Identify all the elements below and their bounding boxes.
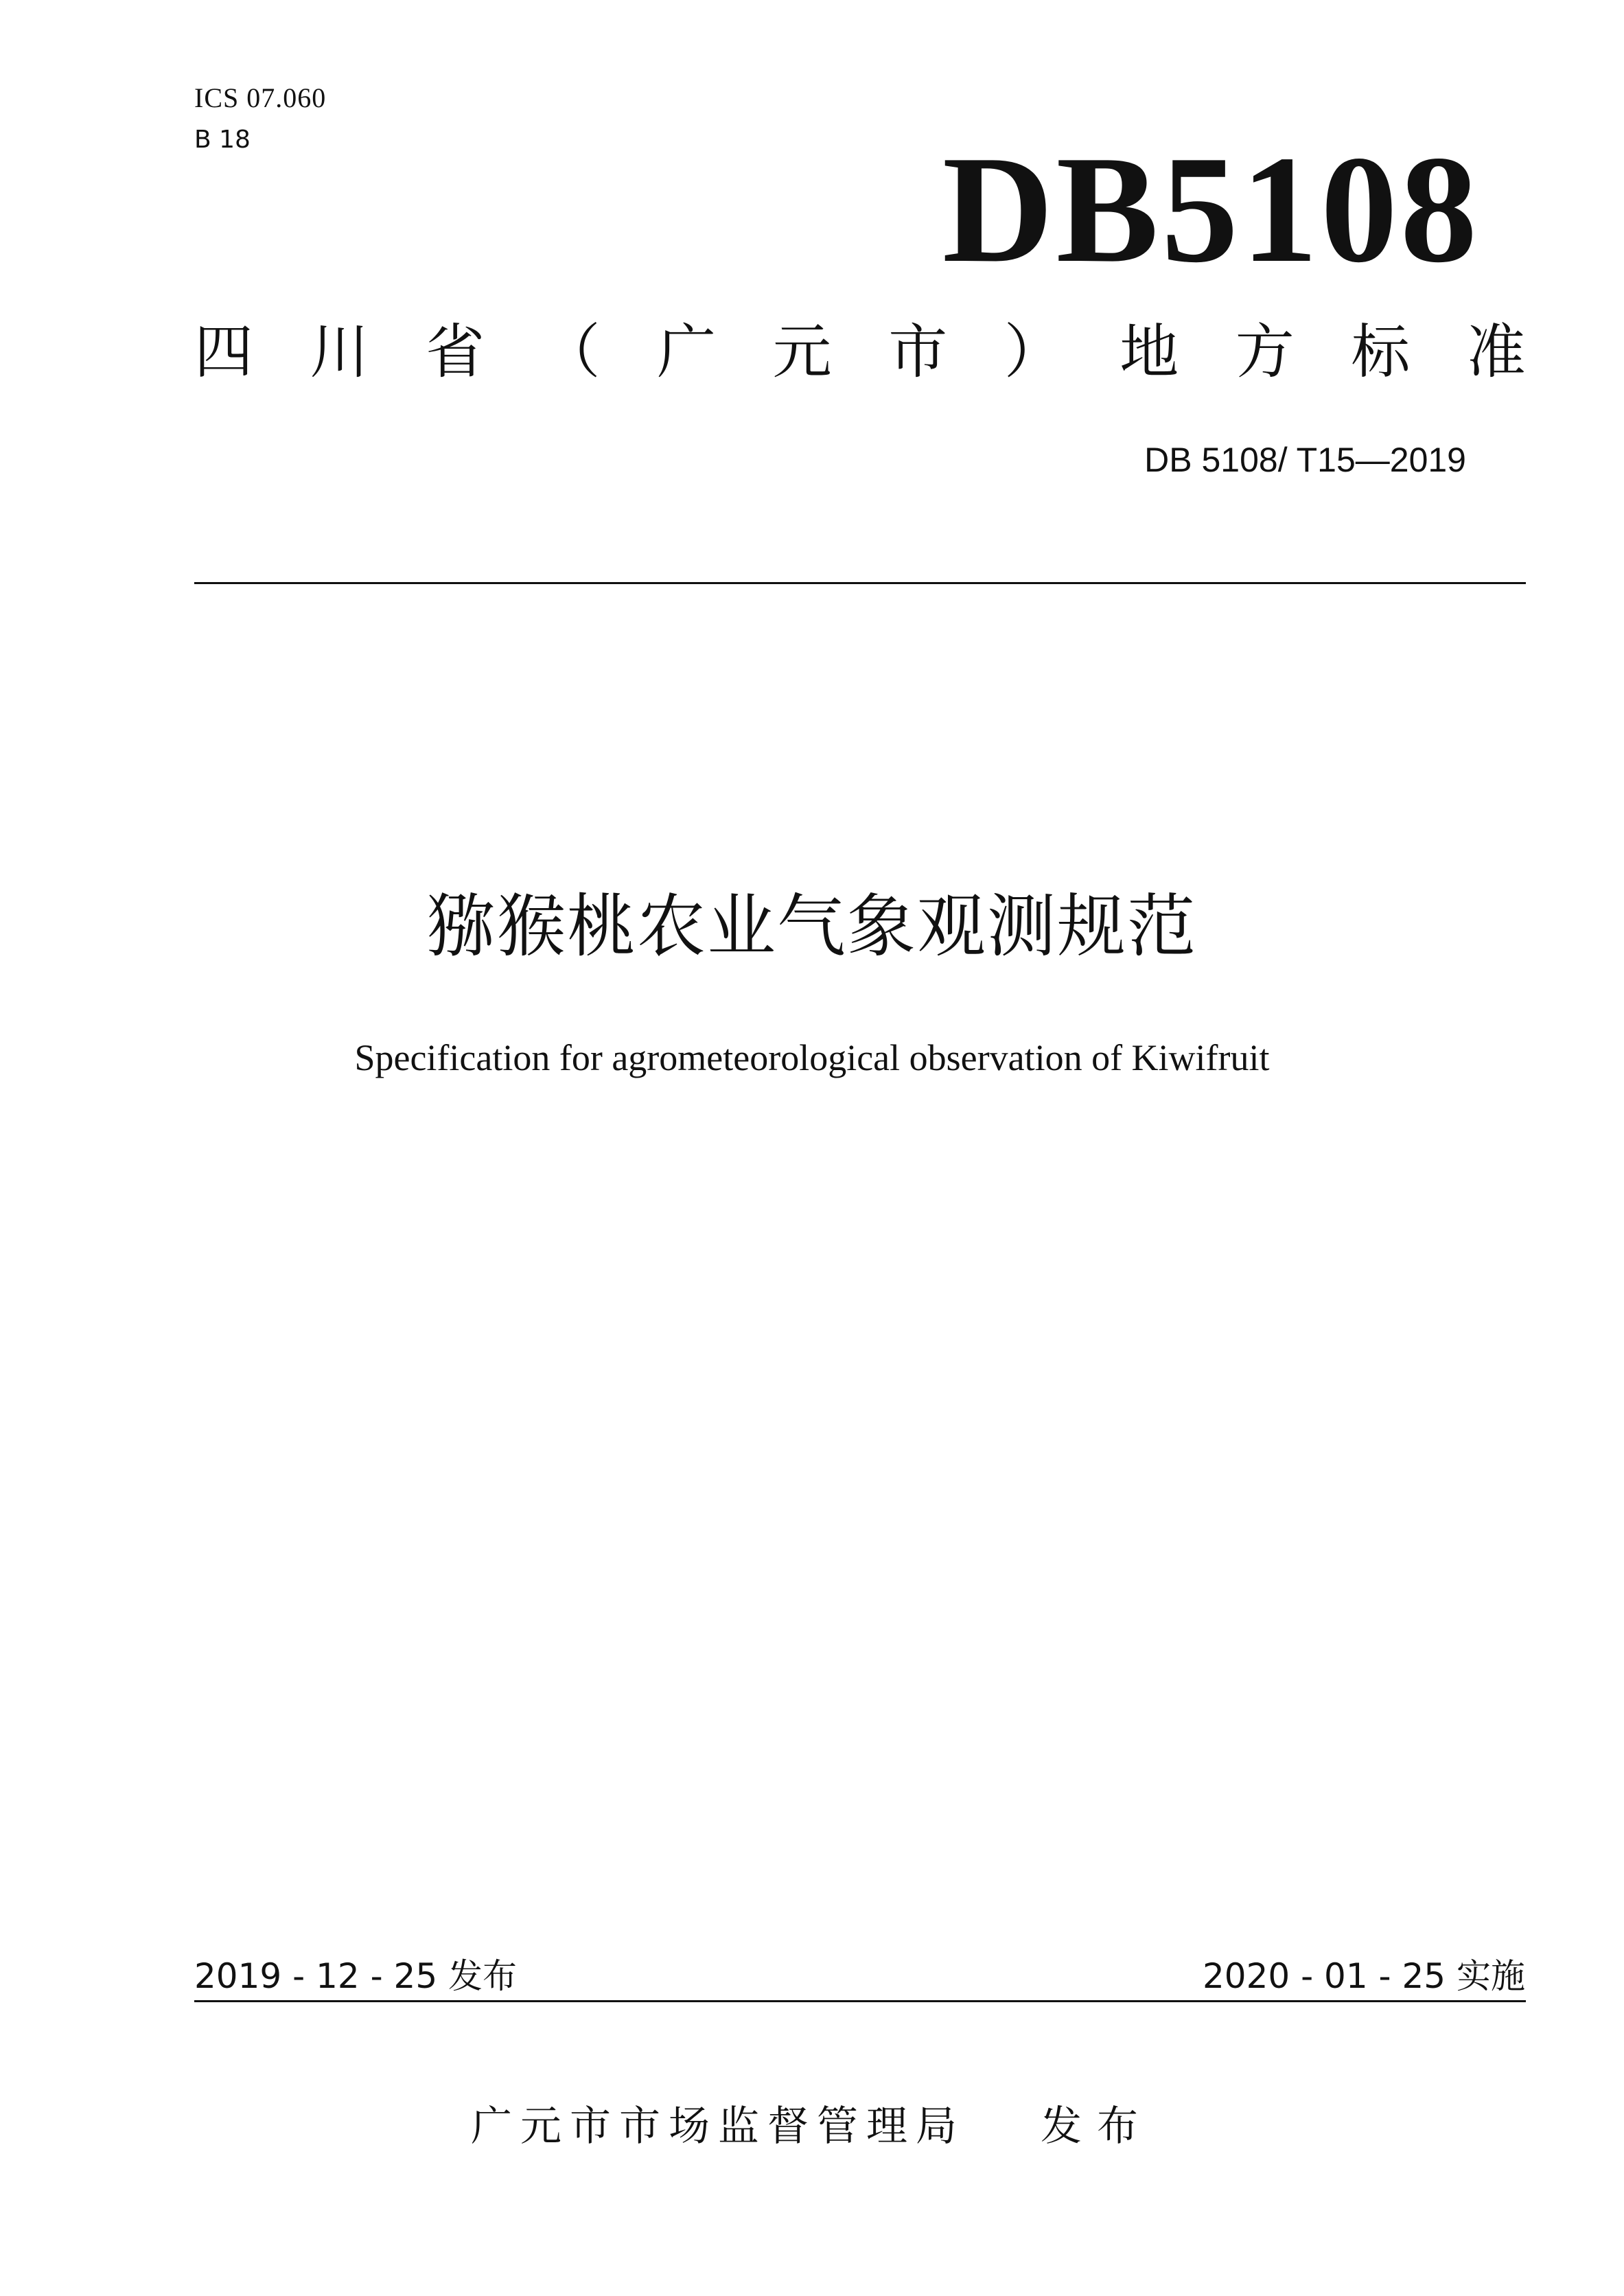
standard-type-char: 标 (1351, 318, 1411, 386)
standard-type-char: 地 (1120, 318, 1179, 386)
standard-type-char: 省 (426, 318, 485, 386)
issue-action: 发布 (1041, 2102, 1153, 2150)
standard-type-char: ） (1004, 318, 1063, 386)
classification-code: B 18 (194, 126, 251, 154)
standard-type-char: 市 (888, 318, 948, 386)
standard-type-char: （ (541, 318, 601, 386)
issuer-line (0, 2099, 1624, 2154)
standard-type-char: 四 (194, 318, 253, 386)
publish-date: 2019 - 12 - 25 发布 (194, 1956, 518, 1996)
standard-number: DB 5108/ T15—2019 (1144, 441, 1466, 479)
standard-type-char: 方 (1235, 318, 1295, 386)
header-divider (194, 582, 1526, 584)
footer-divider (194, 2000, 1526, 2002)
standard-type-char: 广 (657, 318, 717, 386)
issuing-authority: 广元市市场监督管理局 (471, 2102, 965, 2150)
ics-code: ICS 07.060 (194, 82, 327, 113)
implementation-date: 2020 - 01 - 25 实施 (1202, 1956, 1525, 1996)
standard-type-char: 川 (310, 318, 369, 386)
standard-code-heading: DB5108 (942, 124, 1480, 294)
standard-type-char: 准 (1466, 318, 1526, 386)
standard-type-line (194, 314, 1526, 390)
standard-type-char: 元 (772, 318, 832, 386)
document-title-chinese: 猕猴桃农业气象观测规范 (427, 886, 1197, 966)
document-title-english: Specification for agrometeorological observation of Kiwifruit (354, 1037, 1270, 1078)
